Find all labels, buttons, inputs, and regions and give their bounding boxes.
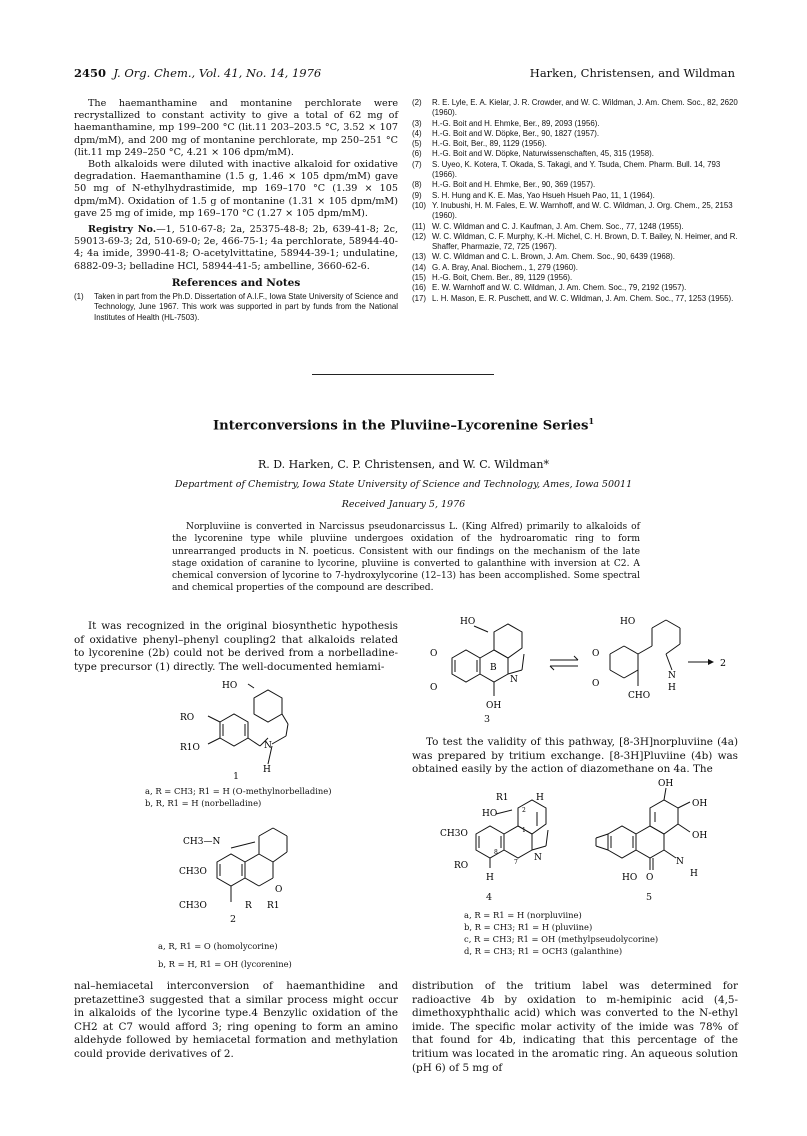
s4-caption-b: b, R = CH3; R1 = H (pluviine) [464, 922, 593, 932]
s5-ho: HO [622, 873, 638, 883]
s4-caption-c: c, R = CH3; R1 = OH (methylpseudolycorine) [464, 934, 659, 944]
s4-c7: 7 [514, 859, 518, 866]
continued-paragraph: nal–hemiacetal interconversion of haemanthidine and pretazettine3 suggested that a similar process might occur in alkaloids of the lycorine type.4 Benzylic oxidation of the CH2 at C7 would afford 3; ring opening to form an amino aldehyde followed by hemiacetal formation and methylation could provide derivatives of 2. [74, 980, 398, 1060]
s5-oh-3: OH [692, 831, 708, 841]
reference-number: (12) [412, 231, 427, 241]
received-date: Received January 5, 1976 [341, 499, 466, 510]
s3-o1: O [430, 649, 438, 659]
reference-number: (15) [412, 273, 427, 283]
article-authors: R. D. Harken, C. P. Christensen, and W. C. Wildman* [257, 458, 550, 471]
reference-item [412, 294, 738, 304]
s2-ch3o-top: CH3O [179, 867, 207, 877]
reference-number: (1) [74, 292, 84, 302]
reference-text: Y. Inubushi, H. M. Fales, E. W. Warnhoff, and W. C. Wildman, J. Org. Chem., 25, 2153 (1960). [432, 200, 733, 221]
reference-text: W. C. Wildman and C. L. Brown, J. Am. Chem. Soc., 90, 6439 (1968). [432, 252, 675, 262]
s3-h: H [668, 683, 676, 693]
running-authors: Harken, Christensen, and Wildman [529, 66, 735, 80]
structure-1 [160, 676, 340, 776]
s1-caption-a: a, R = CH3; R1 = H (O-methylnorbelladine) [145, 786, 332, 796]
reference-item [412, 222, 738, 232]
s5-n: N [676, 857, 684, 867]
s1-n: N [264, 741, 272, 751]
body-right-para-2 [412, 980, 738, 1075]
structure-4 [436, 786, 566, 890]
s5-o: O [646, 873, 654, 883]
experimental-para-2: Both alkaloids were diluted with inactive alkaloid for oxidative degradation. Haemanthamine (1.5 g, 1.46 × 105 dpm/mM) gave 50 mg of N-ethylhydrastimide, mp 169–170 °C (1.39 × 105 dpm/mM). Oxidation of 1.5 g of montanine (1.31 × 105 dpm/mM) gave 25 mg of imide, mp 169–170 °C (1.27 × 105 dpm/mM). [74, 159, 398, 219]
s2-o: O [275, 885, 283, 895]
reference-text: S. H. Hung and K. E. Mas, Yao Hsueh Hsueh Pao, 11, 1 (1964). [432, 190, 655, 200]
body-right-para-1 [412, 736, 738, 777]
references-list [412, 98, 738, 304]
s3-ho-right: HO [620, 617, 636, 627]
s2-caption-a: a, R, R1 = O (homolycorine) [158, 941, 278, 951]
s2-number: 2 [230, 914, 237, 925]
experimental-para-1: The haemanthamine and montanine perchlorate were recrystallized to constant activity to give a total of 62 mg of haemanthamine, mp 199–200 °C (lit.11 203–203.5 °C, 3.52 × 107 dpm/mM), and 200 mg of montanine perchlorate, mp 250–251 °C (lit.11 mp 249–250 °C, 4.21 × 106 dpm/mM). [74, 98, 398, 158]
s3-o2: O [430, 683, 438, 693]
s2-r1: R1 [267, 901, 280, 911]
reference-text: Taken in part from the Ph.D. Dissertation of A.I.F., Iowa State University of Science and Technology, June 1967. This work was supported in part by funds from the National Institutes of Health (HL-7503). [94, 292, 398, 322]
reference-text: H.-G. Boit, Ber., 89, 1129 (1956). [432, 139, 547, 149]
reference-item [412, 149, 738, 159]
s3-ho-left: HO [460, 617, 476, 627]
article-title-text: Interconversions in the Pluviine–Lycorenine Series [212, 418, 589, 434]
s2-caption-b: b, R = H, R1 = OH (lycorenine) [158, 959, 292, 969]
s5-oh-1: OH [658, 779, 674, 789]
body-left-para-2 [74, 980, 398, 1062]
reference-number: (3) [412, 118, 422, 128]
reference-text: H.-G. Boit and H. Ehmke, Ber., 89, 2093 (1956). [432, 118, 600, 128]
distribution-paragraph: distribution of the tritium label was determined for radioactive 4b by oxidation to m-hemipinic acid (4,5-dimethoxyphthalic acid) which was converted to the N-ethyl imide. The specific molar activity of the imide was 78% of that found for 4b, indicating that this percentage of the tritium was located in the aromatic ring. An aqueous solution (pH 6) of 5 mg of [412, 980, 738, 1074]
reference-item [412, 283, 738, 293]
page-header-left [74, 66, 321, 80]
reference-number: (2) [412, 98, 422, 107]
reference-number: (13) [412, 252, 427, 262]
reference-text: W. C. Wildman, C. F. Murphy, K.-H. Michel, C. H. Brown, D. T. Bailey, N. Heimer, and R. Shaffer, Pharmazie, 72, 725 (1967). [432, 231, 738, 252]
reference-text: E. W. Warnhoff and W. C. Wildman, J. Am. Chem. Soc., 79, 2192 (1957). [432, 283, 687, 293]
s4-r1: R1 [496, 793, 509, 803]
s2-ch3n: CH3—N [183, 837, 221, 847]
journal-citation: J. Org. Chem., Vol. 41, No. 14, 1976 [113, 66, 322, 80]
reference-number: (10) [412, 200, 427, 210]
reference-text: H.-G. Boit, Chem. Ber., 89, 1129 (1956). [432, 273, 573, 283]
s1-ro: RO [180, 713, 195, 723]
reference-number: (8) [412, 180, 422, 190]
s5-number: 5 [646, 892, 653, 903]
s3-cho: CHO [628, 691, 651, 701]
intro-paragraph: It was recognized in the original biosynthetic hypothesis of oxidative phenyl–phenyl coupling2 that alkaloids related to lycorenine (2b) could not be derived from a norbelladine-type precursor (1) directly. The well-documented hemiami- [74, 620, 398, 673]
reference-item [412, 180, 738, 190]
s3-number: 3 [484, 714, 491, 725]
s4-c8: 8 [494, 849, 498, 856]
reference-number: (5) [412, 139, 422, 149]
s5-h: H [690, 869, 698, 879]
s3-oh: OH [486, 701, 502, 711]
article-title [0, 416, 807, 433]
s2-ch3o-bottom: CH3O [179, 901, 207, 911]
s4-ro: RO [454, 861, 469, 871]
page-number: 2450 [74, 66, 107, 80]
reference-item [412, 191, 738, 201]
reference-number: (17) [412, 293, 427, 303]
s3-n: N [510, 675, 518, 685]
s1-h: H [263, 765, 271, 775]
s3-o3: O [592, 649, 600, 659]
s4-caption-a: a, R = R1 = H (norpluviine) [464, 910, 582, 920]
s1-r1o: R1O [180, 743, 200, 753]
article-abstract: Norpluviine is converted in Narcissus pseudonarcissus L. (King Alfred) primarily to alkaloids of the lycorenine type while pluviine undergoes oxidation of the hydroaromatic ring to form unrearranged products in N. poeticus. Consistent with our findings on the mechanism of the late stage oxidation of caranine to lycorine, pluviine is converted to galanthine with inversion at C2. A chemical conversion of lycorine to 7-hydroxylycorine (12–13) has been accomplished. Some spectral and chemical properties of the compound are described. [172, 522, 640, 594]
tritium-paragraph: To test the validity of this pathway, [8-3H]norpluviine (4a) was prepared by tritium exchange. [8-3H]Pluviine (4b) was obtained easily by the action of diazomethane on 4a. The [412, 736, 738, 776]
s4-n: N [534, 853, 542, 863]
registry-text: —1, 510-67-8; 2a, 25375-48-8; 2b, 639-41-8; 2c, 59013-69-3; 2d, 510-69-0; 2e, 466-75-1; 4a perchlorate, 58944-40-4; 4a imide, 3990-41-8; O-acetylvittatine, 58944-39-1; undulatine, 6882-09-3; belladine HCl, 58944-41-5; ambelline, 3660-62-6. [74, 224, 399, 272]
s4-caption-d: d, R = CH3; R1 = OCH3 (galanthine) [464, 946, 623, 956]
reference-text: H.-G. Boit and W. Döpke, Ber., 90, 1827 (1957). [432, 128, 600, 138]
reference-item [412, 139, 738, 149]
s1-ho: HO [222, 681, 238, 691]
reference-item [412, 129, 738, 139]
reference-number: (9) [412, 190, 422, 200]
s4-number: 4 [486, 892, 493, 903]
reference-item [74, 292, 398, 323]
s4-h-top: H [536, 793, 544, 803]
reference-text: H.-G. Boit and H. Ehmke, Ber., 90, 369 (1957). [432, 180, 596, 190]
reference-text: L. H. Mason, E. R. Puschett, and W. C. Wildman, J. Am. Chem. Soc., 77, 1253 (1955). [432, 293, 734, 303]
reference-number: (7) [412, 159, 422, 169]
reference-item [412, 273, 738, 283]
structure-3 [424, 614, 744, 726]
reference-text: G. A. Bray, Anal. Biochem., 1, 279 (1960). [432, 262, 578, 272]
reference-item [412, 263, 738, 273]
s3-b: B [490, 663, 497, 673]
s3-product: 2 [720, 658, 727, 669]
s4-h-bottom: H [486, 873, 494, 883]
reference-text: S. Uyeo, K. Kotera, T. Okada, S. Takagi, and Y. Tsuda, Chem. Pharm. Bull. 14, 793 (1966). [432, 159, 721, 180]
s2-r: R [245, 901, 252, 911]
s1-number: 1 [233, 771, 240, 782]
registry-paragraph [74, 224, 398, 273]
title-footnote: 1 [588, 416, 595, 426]
reference-item [412, 98, 738, 119]
reference-item [412, 232, 738, 253]
structure-2 [175, 818, 325, 914]
registry-label: Registry No. [88, 224, 157, 236]
section-divider [312, 374, 494, 375]
s4-ch3o: CH3O [440, 829, 468, 839]
reference-number: (4) [412, 128, 422, 138]
reference-item [412, 201, 738, 222]
body-left-para-1 [74, 620, 398, 674]
top-left-column [74, 98, 398, 323]
reference-text: R. E. Lyle, E. A. Kielar, J. R. Crowder, and W. C. Wildman, J. Am. Chem. Soc., 82, 2620 (1960). [432, 98, 738, 118]
reference-text: H.-G. Boit and W. Döpke, Naturwissenschaften, 45, 315 (1958). [432, 149, 654, 159]
reference-item [412, 119, 738, 129]
s4-c1: 1 [522, 827, 526, 834]
reference-number: (16) [412, 283, 427, 293]
article-affiliation: Department of Chemistry, Iowa State University of Science and Technology, Ames, Iowa 50011 [174, 479, 633, 490]
s3-n2: N [668, 671, 676, 681]
reference-item [412, 160, 738, 181]
reference-number: (11) [412, 221, 426, 231]
references-heading: References and Notes [171, 276, 301, 289]
reference-item [412, 252, 738, 262]
s1-caption-b: b, R, R1 = H (norbelladine) [145, 798, 262, 808]
s4-ho: HO [482, 809, 498, 819]
reference-number: (6) [412, 149, 422, 159]
s3-o4: O [592, 679, 600, 689]
reference-number: (14) [412, 262, 427, 272]
reference-text: W. C. Wildman and C. J. Kaufman, J. Am. Chem. Soc., 77, 1248 (1955). [432, 221, 684, 231]
s5-oh-2: OH [692, 799, 708, 809]
structure-5 [586, 778, 726, 888]
s4-c2: 2 [522, 807, 526, 814]
